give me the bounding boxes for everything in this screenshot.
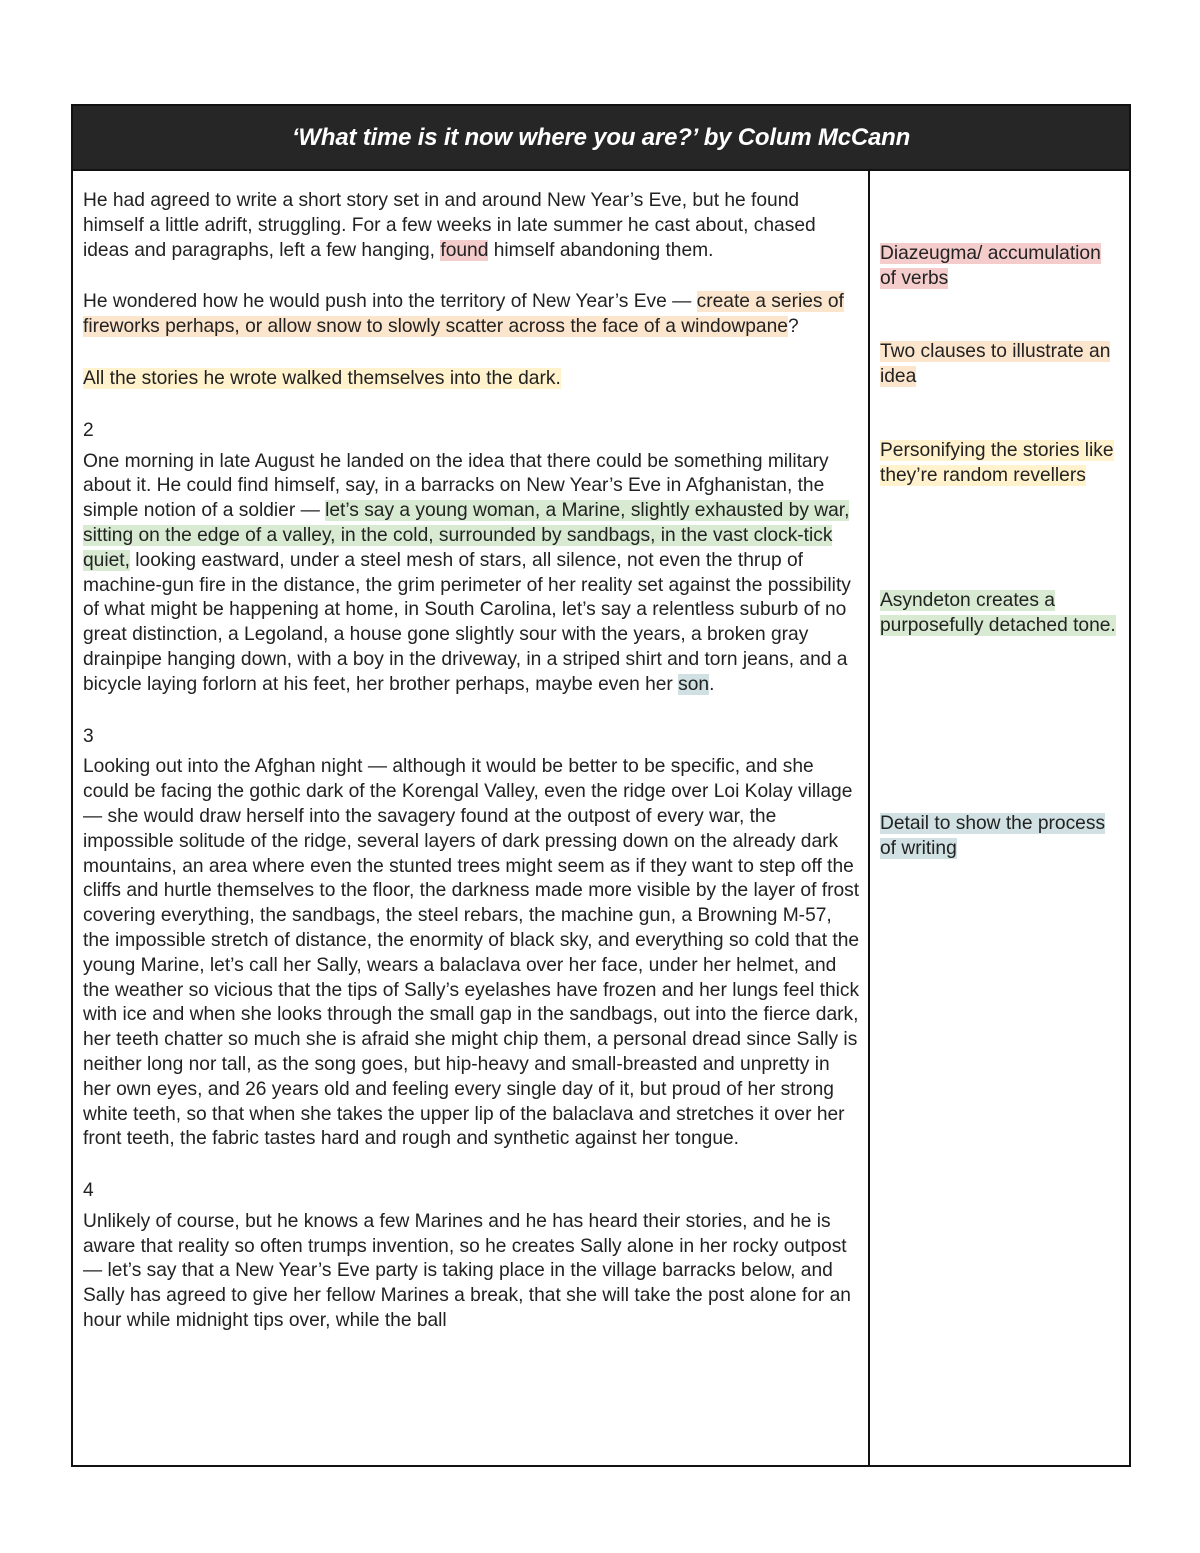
section-number-3: 3 xyxy=(83,725,94,747)
annotation-asyndeton xyxy=(880,588,1120,638)
paragraph-1-text-a: He had agreed to write a short story set in and around New Year’s Eve, but he found himself a little adrift, struggling. For a few weeks in late summer he cast about, chased ideas and paragraphs, left a few hanging, xyxy=(83,190,816,261)
annotation-diazeugma-text: Diazeugma/ accumulation of verbs xyxy=(880,243,1101,289)
paragraph-2 xyxy=(83,290,860,340)
highlight-personification: All the stories he wrote walked themselves into the dark. xyxy=(83,367,561,389)
annotation-two-clauses-text: Two clauses to illustrate an idea xyxy=(880,341,1111,387)
paragraph-6: Unlikely of course, but he knows a few Marines and he has heard their stories, and he is aware that reality so often trumps invention, so he creates Sally alone in her rocky outpost — let’s say that a New Year’s Eve party is taking place in the village barracks below, and Sally has agreed to give her fellow Marines a break, that she will take the post alone for an hour while midnight tips over, while the ball xyxy=(83,1210,851,1332)
paragraph-4-text-b: looking eastward, under a steel mesh of stars, all silence, not even the thrup of machine-gun fire in the distance, the grim perimeter of her reality set against the possibility of what might be happening at home, in South Carolina, let’s say a relentless suburb of no great distinction, a Legoland, a house gone slightly sour with the years, a broken gray drainpipe hanging down, with a boy in the driveway, in a striped shirt and torn jeans, and a bicycle laying forlorn at his feet, her brother perhaps, maybe even her xyxy=(83,549,851,695)
section-number-4: 4 xyxy=(83,1180,94,1202)
paragraph-5: Looking out into the Afghan night — although it would be better to be specific, and she could be facing the gothic dark of the Korengal Valley, even the ridge over Loi Kolay village — she would draw herself into the savagery found at the outpost of every war, the impossible solitude of the ridge, several layers of dark pressing down on the already dark mountains, an area where even the stunted trees might seem as if they want to step off the cliffs and hurtle themselves to the floor, the darkness made more visible by the layer of frost covering everything, the sandbags, the steel rebars, the machine gun, a Browning M-57, the impossible stretch of distance, the enormity of black sky, and everything so cold that the young Marine, let’s call her Sally, wears a balaclava over her face, under her helmet, and the weather so vicious that the tips of Sally’s eyelashes have frozen and her lungs feel thick with ice and when she looks through the small gap in the sandbags, out into the fierce dark, her teeth chatter so much she is afraid she might chip them, a personal dread since Sally is neither long nor tall, as the song goes, but hip-heavy and small-breasted and unpretty in her own eyes, and 26 years old and feeling every single day of it, but proud of her strong white teeth, so that when she takes the upper lip of the balaclava and stretches it over her front teeth, the fabric tastes hard and rough and synthetic against her tongue. xyxy=(83,756,860,1150)
annotation-two-clauses xyxy=(880,339,1120,389)
highlight-diazeugma: found xyxy=(440,239,489,261)
story-text-column xyxy=(73,171,870,1465)
annotation-diazeugma xyxy=(880,241,1120,291)
annotation-table xyxy=(71,104,1131,1467)
annotation-detail-text: Detail to show the process of writing xyxy=(880,813,1106,859)
paragraph-1 xyxy=(83,189,860,263)
paragraph-3 xyxy=(83,367,860,392)
table-body xyxy=(73,171,1129,1465)
highlight-two-clauses: create a series of fireworks perhaps, or allow snow to slowly scatter across the face of a windowpane xyxy=(83,291,844,338)
annotation-column xyxy=(872,171,1129,1465)
annotation-asyndeton-text: Asyndeton creates a purposefully detached tone. xyxy=(880,590,1116,636)
section-number-2: 2 xyxy=(83,419,94,441)
table-header xyxy=(73,106,1129,171)
paragraph-1-text-b: himself abandoning them. xyxy=(488,239,714,261)
paragraph-2-text-a: He wondered how he would push into the territory of New Year’s Eve — xyxy=(83,291,697,313)
paragraph-2-text-b: ? xyxy=(787,316,799,338)
paragraph-4 xyxy=(83,450,860,698)
annotation-personification-text: Personifying the stories like they’re random revellers xyxy=(880,440,1114,486)
paragraph-4-text-c: . xyxy=(709,673,715,695)
annotation-detail xyxy=(880,811,1120,861)
highlight-detail: son xyxy=(678,673,710,695)
annotation-personification xyxy=(880,438,1120,488)
page-title: ‘What time is it now where you are?’ by Colum McCann xyxy=(291,123,911,151)
highlight-asyndeton: let’s say a young woman, a Marine, slightly exhausted by war, sitting on the edge of a valley, in the cold, surrounded by sandbags, in the vast clock-tick quiet, xyxy=(83,500,850,571)
paragraph-4-text-a: One morning in late August he landed on the idea that there could be something military about it. He could find himself, say, in a barracks on New Year’s Eve in Afghanistan, the simple notion of a soldier — xyxy=(83,450,829,522)
